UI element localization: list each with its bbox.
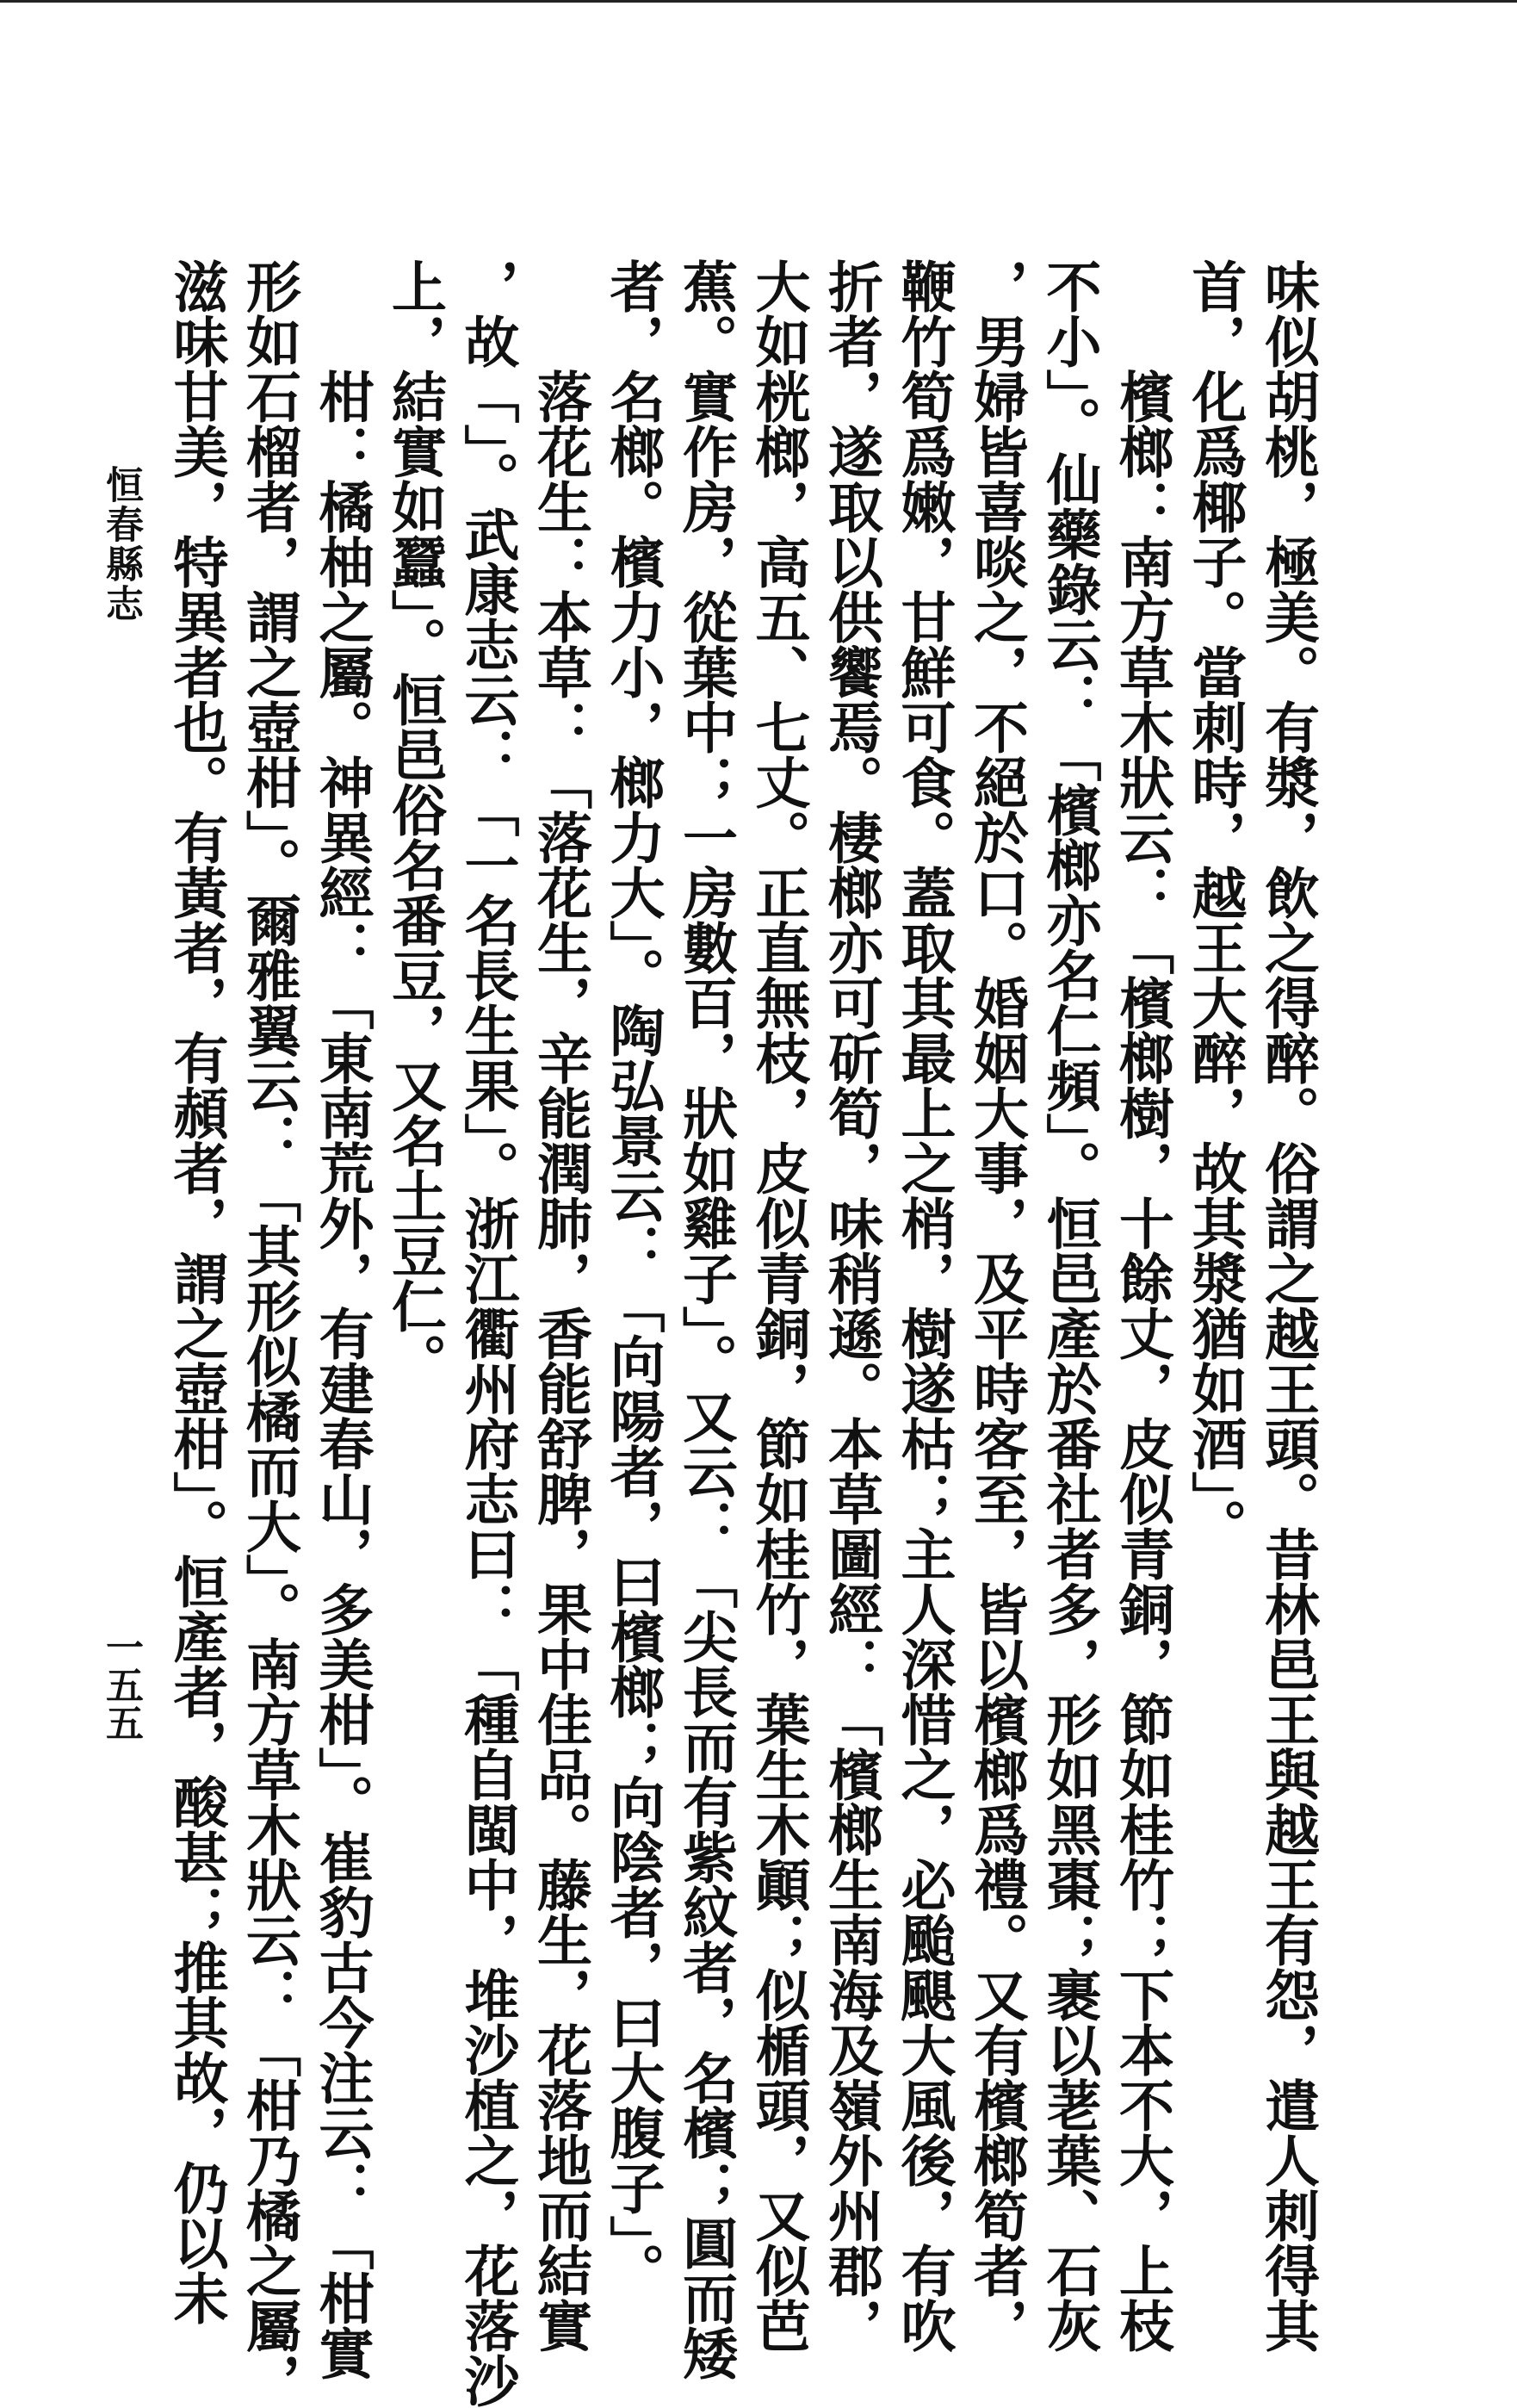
text-column: 檳榔：南方草木狀云：「檳榔樹，十餘丈，皮似青銅，節如桂竹；下本不大，上枝	[1110, 369, 1174, 2353]
text-column: 滋味甘美，特異者也。有黃者，有頳者，謂之壺柑」。恒產者，酸甚；推其故，仍以未	[164, 258, 229, 2325]
text-column: 折者，遂取以供饗焉。棲榔亦可斫筍，味稍遜。本草圖經：「檳榔生南海及嶺外州郡，	[819, 258, 883, 2353]
text-column: 上，結實如蠶」。恒邑俗名番豆，又名土豆仁。	[382, 258, 447, 1388]
text-column: 鞭竹筍爲嫩，甘鮮可食。蓋取其最上之梢，樹遂枯；主人深惜之，必颱颶大風後，有吹	[891, 258, 957, 2353]
text-column: 不小」。仙藥錄云：「檳榔亦名仁頻」。恒邑產於番社者多，形如黑棗；裹以荖葉、石灰	[1037, 258, 1102, 2353]
text-column: ，故「」。武康志云：「一名長生果」。浙江衢州府志曰：「種自閩中，堆沙植之，花落沙	[455, 258, 520, 2408]
text-column: 柑：橘柚之屬。神異經：「東南荒外，有建春山，多美柑」。崔豹古今注云：「柑實	[309, 369, 375, 2380]
text-column: 味似胡桃，極美。有漿，飲之得醉。俗謂之越王頭。昔林邑王與越王有怨，遣人刺得其	[1255, 258, 1320, 2353]
body-text	[159, 258, 1323, 2408]
text-column: 形如石榴者，謂之壺柑」。爾雅翼云：「其形似橘而大」。南方草木狀云：「柑乃橘之屬，	[237, 258, 301, 2408]
running-head: 恒春縣志	[99, 465, 143, 624]
text-column: 大如桄榔，高五、七丈。正直無枝，皮似青銅，節如桂竹，葉生木顚；似楯頭，又似芭	[746, 258, 811, 2353]
text-column: 蕉。實作房，從葉中；一房數百，狀如雞子」。又云：「尖長而有紫紋者，名檳；圓而矮	[673, 258, 738, 2380]
text-column: ，男婦皆喜啖之，不絕於口。婚姻大事，及平時客至，皆以檳榔爲禮。又有檳榔筍者，	[964, 258, 1029, 2353]
text-column: 者，名榔。檳力小，榔力大」。陶弘景云：「向陽者，曰檳榔；向陰者，曰大腹子」。	[600, 258, 666, 2298]
page-number: 一五五	[99, 1628, 143, 1741]
text-column: 首，化爲椰子。當刺時，越王大醉，故其漿猶如酒」。	[1182, 258, 1248, 1554]
top-border-line	[0, 0, 1517, 3]
text-column: 落花生：本草：「落花生，辛能潤肺，香能舒脾，果中佳品。藤生，花落地而結實	[528, 369, 592, 2353]
